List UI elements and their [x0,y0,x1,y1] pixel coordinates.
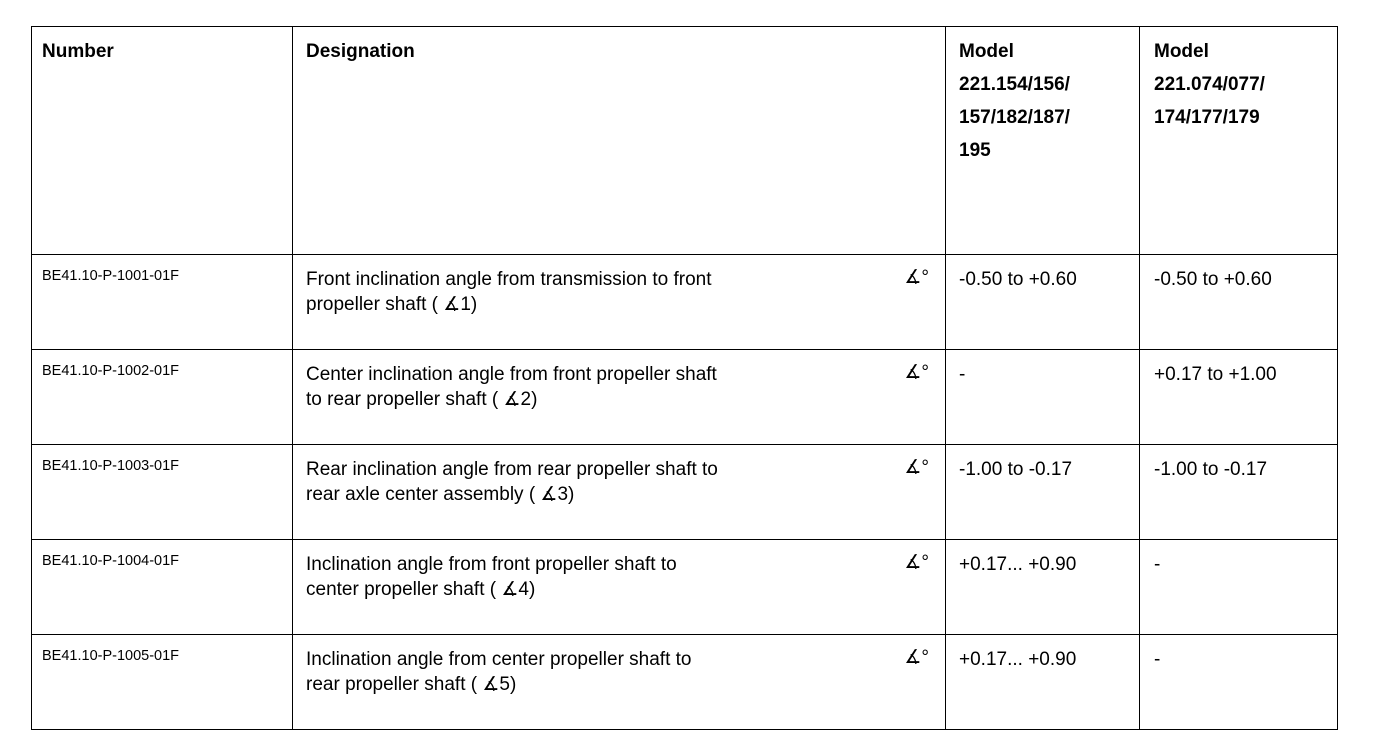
designation-cell [293,350,946,445]
designation-line: Inclination angle from front propeller shaft to [306,554,677,575]
designation-cell [293,540,946,635]
model-2-value: - [1154,554,1161,575]
number-cell [32,255,293,350]
header-model-1-line: Model [959,41,1014,62]
designation-line: rear axle center assembly ( ∡3) [306,484,575,505]
model-2-cell [1140,635,1338,730]
designation-line: rear propeller shaft ( ∡5) [306,674,517,695]
model-2-value: - [1154,649,1161,670]
header-designation [293,27,946,255]
header-designation-label: Designation [306,41,415,62]
number-value: BE41.10-P-1002-01F [42,363,180,379]
header-model-2-line: Model [1154,41,1209,62]
model-1-cell [946,350,1140,445]
table-row [32,635,1338,730]
model-1-value: - [959,364,966,385]
table-row [32,540,1338,635]
angle-unit-icon: ∡° [904,647,929,668]
header-model-1-line: 221.154/156/ [959,74,1070,95]
model-1-value: +0.17... +0.90 [959,554,1077,575]
number-cell [32,445,293,540]
designation-line: propeller shaft ( ∡1) [306,294,478,315]
model-2-value: -1.00 to -0.17 [1154,459,1268,480]
header-model-2-line: 221.074/077/ [1154,74,1265,95]
model-1-value: -1.00 to -0.17 [959,459,1073,480]
header-number-label: Number [42,41,114,62]
designation-line: Rear inclination angle from rear propeller shaft to [306,459,718,480]
header-model-2 [1140,27,1338,255]
model-2-value: +0.17 to +1.00 [1154,364,1277,385]
angle-unit-icon: ∡° [904,362,929,383]
angle-unit-icon: ∡° [904,457,929,478]
designation-line: Front inclination angle from transmission to front [306,269,712,290]
number-value: BE41.10-P-1001-01F [42,268,180,284]
designation-line: Center inclination angle from front propeller shaft [306,364,717,385]
model-1-cell [946,635,1140,730]
model-1-cell [946,255,1140,350]
table-row [32,350,1338,445]
number-value: BE41.10-P-1004-01F [42,553,180,569]
model-2-cell [1140,255,1338,350]
angle-unit-icon: ∡° [904,267,929,288]
model-1-cell [946,540,1140,635]
designation-cell [293,635,946,730]
header-number [32,27,293,255]
designation-line: Inclination angle from center propeller shaft to [306,649,692,670]
inclination-angle-table [31,26,1338,730]
header-model-1 [946,27,1140,255]
table-row [32,445,1338,540]
number-value: BE41.10-P-1003-01F [42,458,180,474]
number-cell [32,635,293,730]
table-header-row [32,27,1338,255]
designation-line: to rear propeller shaft ( ∡2) [306,389,538,410]
designation-cell [293,445,946,540]
angle-unit-icon: ∡° [904,552,929,573]
table-row [32,255,1338,350]
designation-line: center propeller shaft ( ∡4) [306,579,536,600]
model-2-cell [1140,350,1338,445]
model-2-cell [1140,540,1338,635]
model-1-value: -0.50 to +0.60 [959,269,1077,290]
number-cell [32,540,293,635]
model-1-cell [946,445,1140,540]
header-model-1-line: 195 [959,140,991,161]
model-1-value: +0.17... +0.90 [959,649,1077,670]
header-model-1-line: 157/182/187/ [959,107,1070,128]
model-2-value: -0.50 to +0.60 [1154,269,1272,290]
model-2-cell [1140,445,1338,540]
header-model-2-line: 174/177/179 [1154,107,1260,128]
number-cell [32,350,293,445]
number-value: BE41.10-P-1005-01F [42,648,180,664]
designation-cell [293,255,946,350]
